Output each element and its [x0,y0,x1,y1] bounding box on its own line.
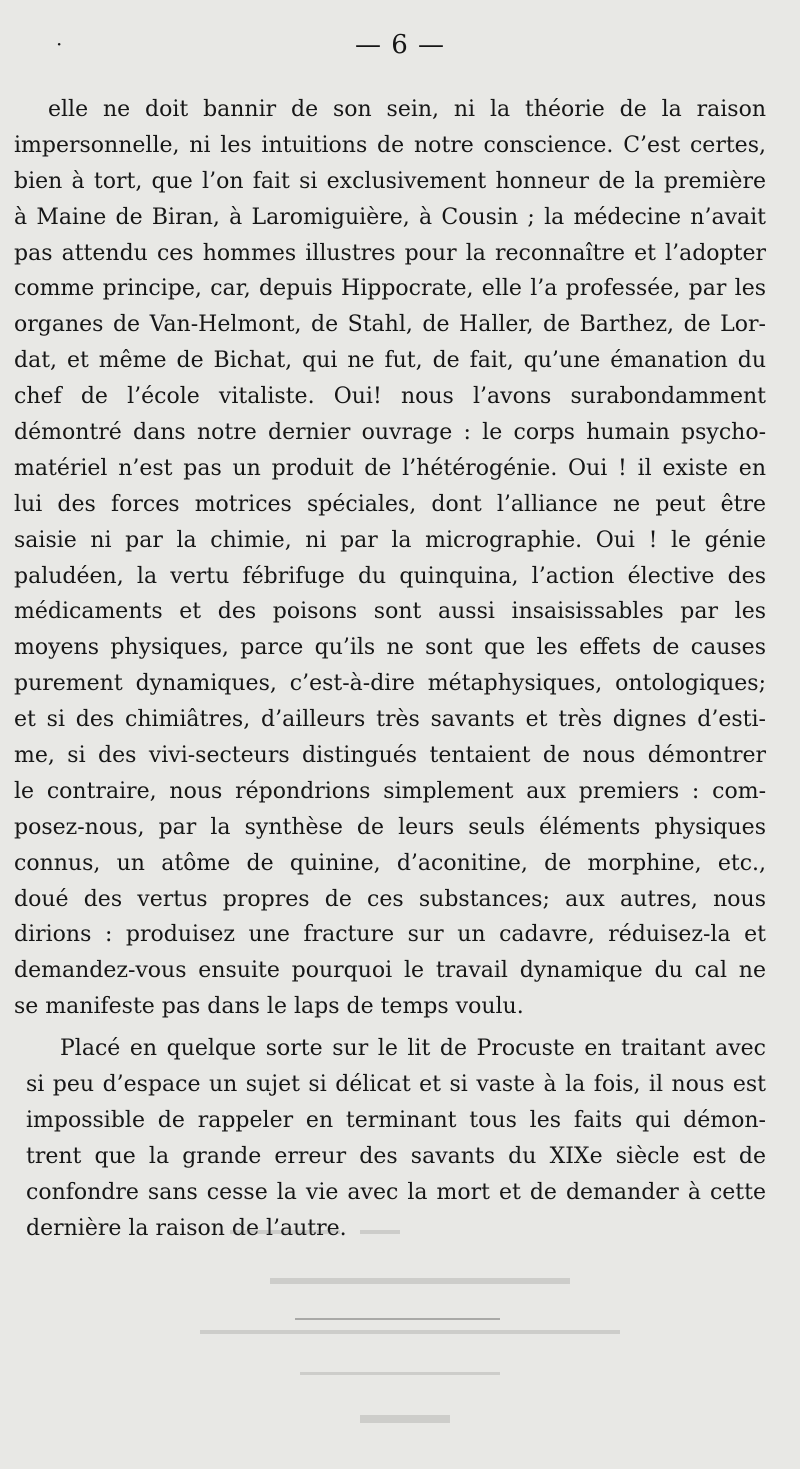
text-line: dernière la raison de l’autre. [26,1215,347,1241]
text-line: dat, et même de Bichat, qui ne fut, de fait, qu’une émanation du [14,348,766,374]
text-line: le contraire, nous répondrions simplement aux premiers : com- [14,778,766,804]
text-line: organes de Van-Helmont, de Stahl, de Haller, de Barthez, de Lor- [14,312,766,338]
text-line: dirions : produisez une fracture sur un cadavre, réduisez-la et [14,922,766,948]
margin-dot: · [56,32,63,56]
bleed-through-rule [295,1318,500,1320]
text-line: confondre sans cesse la vie avec la mort et de demander à cette [26,1179,766,1205]
text-line: purement dynamiques, c’est-à-dire métaphysiques, ontologiques; [14,671,766,697]
text-line: démontré dans notre dernier ouvrage : le corps humain psycho- [14,420,766,446]
text-line: saisie ni par la chimie, ni par la micrographie. Oui ! le génie [14,527,766,553]
text-line: se manifeste pas dans le laps de temps voulu. [14,994,524,1020]
text-line: si peu d’espace un sujet si délicat et si vaste à la fois, il nous est [26,1072,766,1098]
paragraph-1 [14,92,766,1025]
text-line: chef de l’école vitaliste. Oui! nous l’avons surabondamment [14,384,766,410]
text-line: lui des forces motrices spéciales, dont l’alliance ne peut être [14,491,766,517]
text-line: demandez-vous ensuite pourquoi le travail dynamique du cal ne [14,958,766,984]
text-line: paludéen, la vertu fébrifuge du quinquina, l’action élective des [14,563,766,589]
text-line: moyens physiques, parce qu’ils ne sont que les effets de causes [14,635,766,661]
text-line: posez-nous, par la synthèse de leurs seuls éléments physiques [14,814,766,840]
text-line: à Maine de Biran, à Laromiguière, à Cousin ; la médecine n’avait [14,204,766,230]
text-line: trent que la grande erreur des savants du XIXe siècle est de [26,1143,766,1169]
text-line: elle ne doit bannir de son sein, ni la théorie de la raison [48,97,766,122]
page-number: — 6 — [354,30,446,60]
text-line: bien à tort, que l’on fait si exclusivement honneur de la première [14,168,766,194]
text-line: impersonnelle, ni les intuitions de notre conscience. C’est certes, [14,132,766,158]
text-line: matériel n’est pas un produit de l’hétérogénie. Oui ! il existe en [14,455,766,481]
text-line: impossible de rappeler en terminant tous les faits qui démon- [26,1107,766,1133]
text-line: connus, un atôme de quinine, d’aconitine, de morphine, etc., [14,850,766,876]
text-line: doué des vertus propres de ces substances; aux autres, nous [14,886,766,912]
text-line: pas attendu ces hommes illustres pour la reconnaître et l’adopter [14,240,766,266]
text-line: et si des chimiâtres, d’ailleurs très savants et très dignes d’esti- [14,707,766,733]
text-line: me, si des vivi-secteurs distingués tentaient de nous démontrer [14,743,766,769]
body-text [14,92,766,1247]
text-line: médicaments et des poisons sont aussi insaisissables par les [14,599,766,625]
text-line: Placé en quelque sorte sur le lit de Procuste en traitant avec [60,1036,766,1062]
bleed-through-decoration [0,1210,800,1469]
paragraph-2 [14,1031,766,1246]
text-line: comme principe, car, depuis Hippocrate, elle l’a professée, par les [14,276,766,302]
